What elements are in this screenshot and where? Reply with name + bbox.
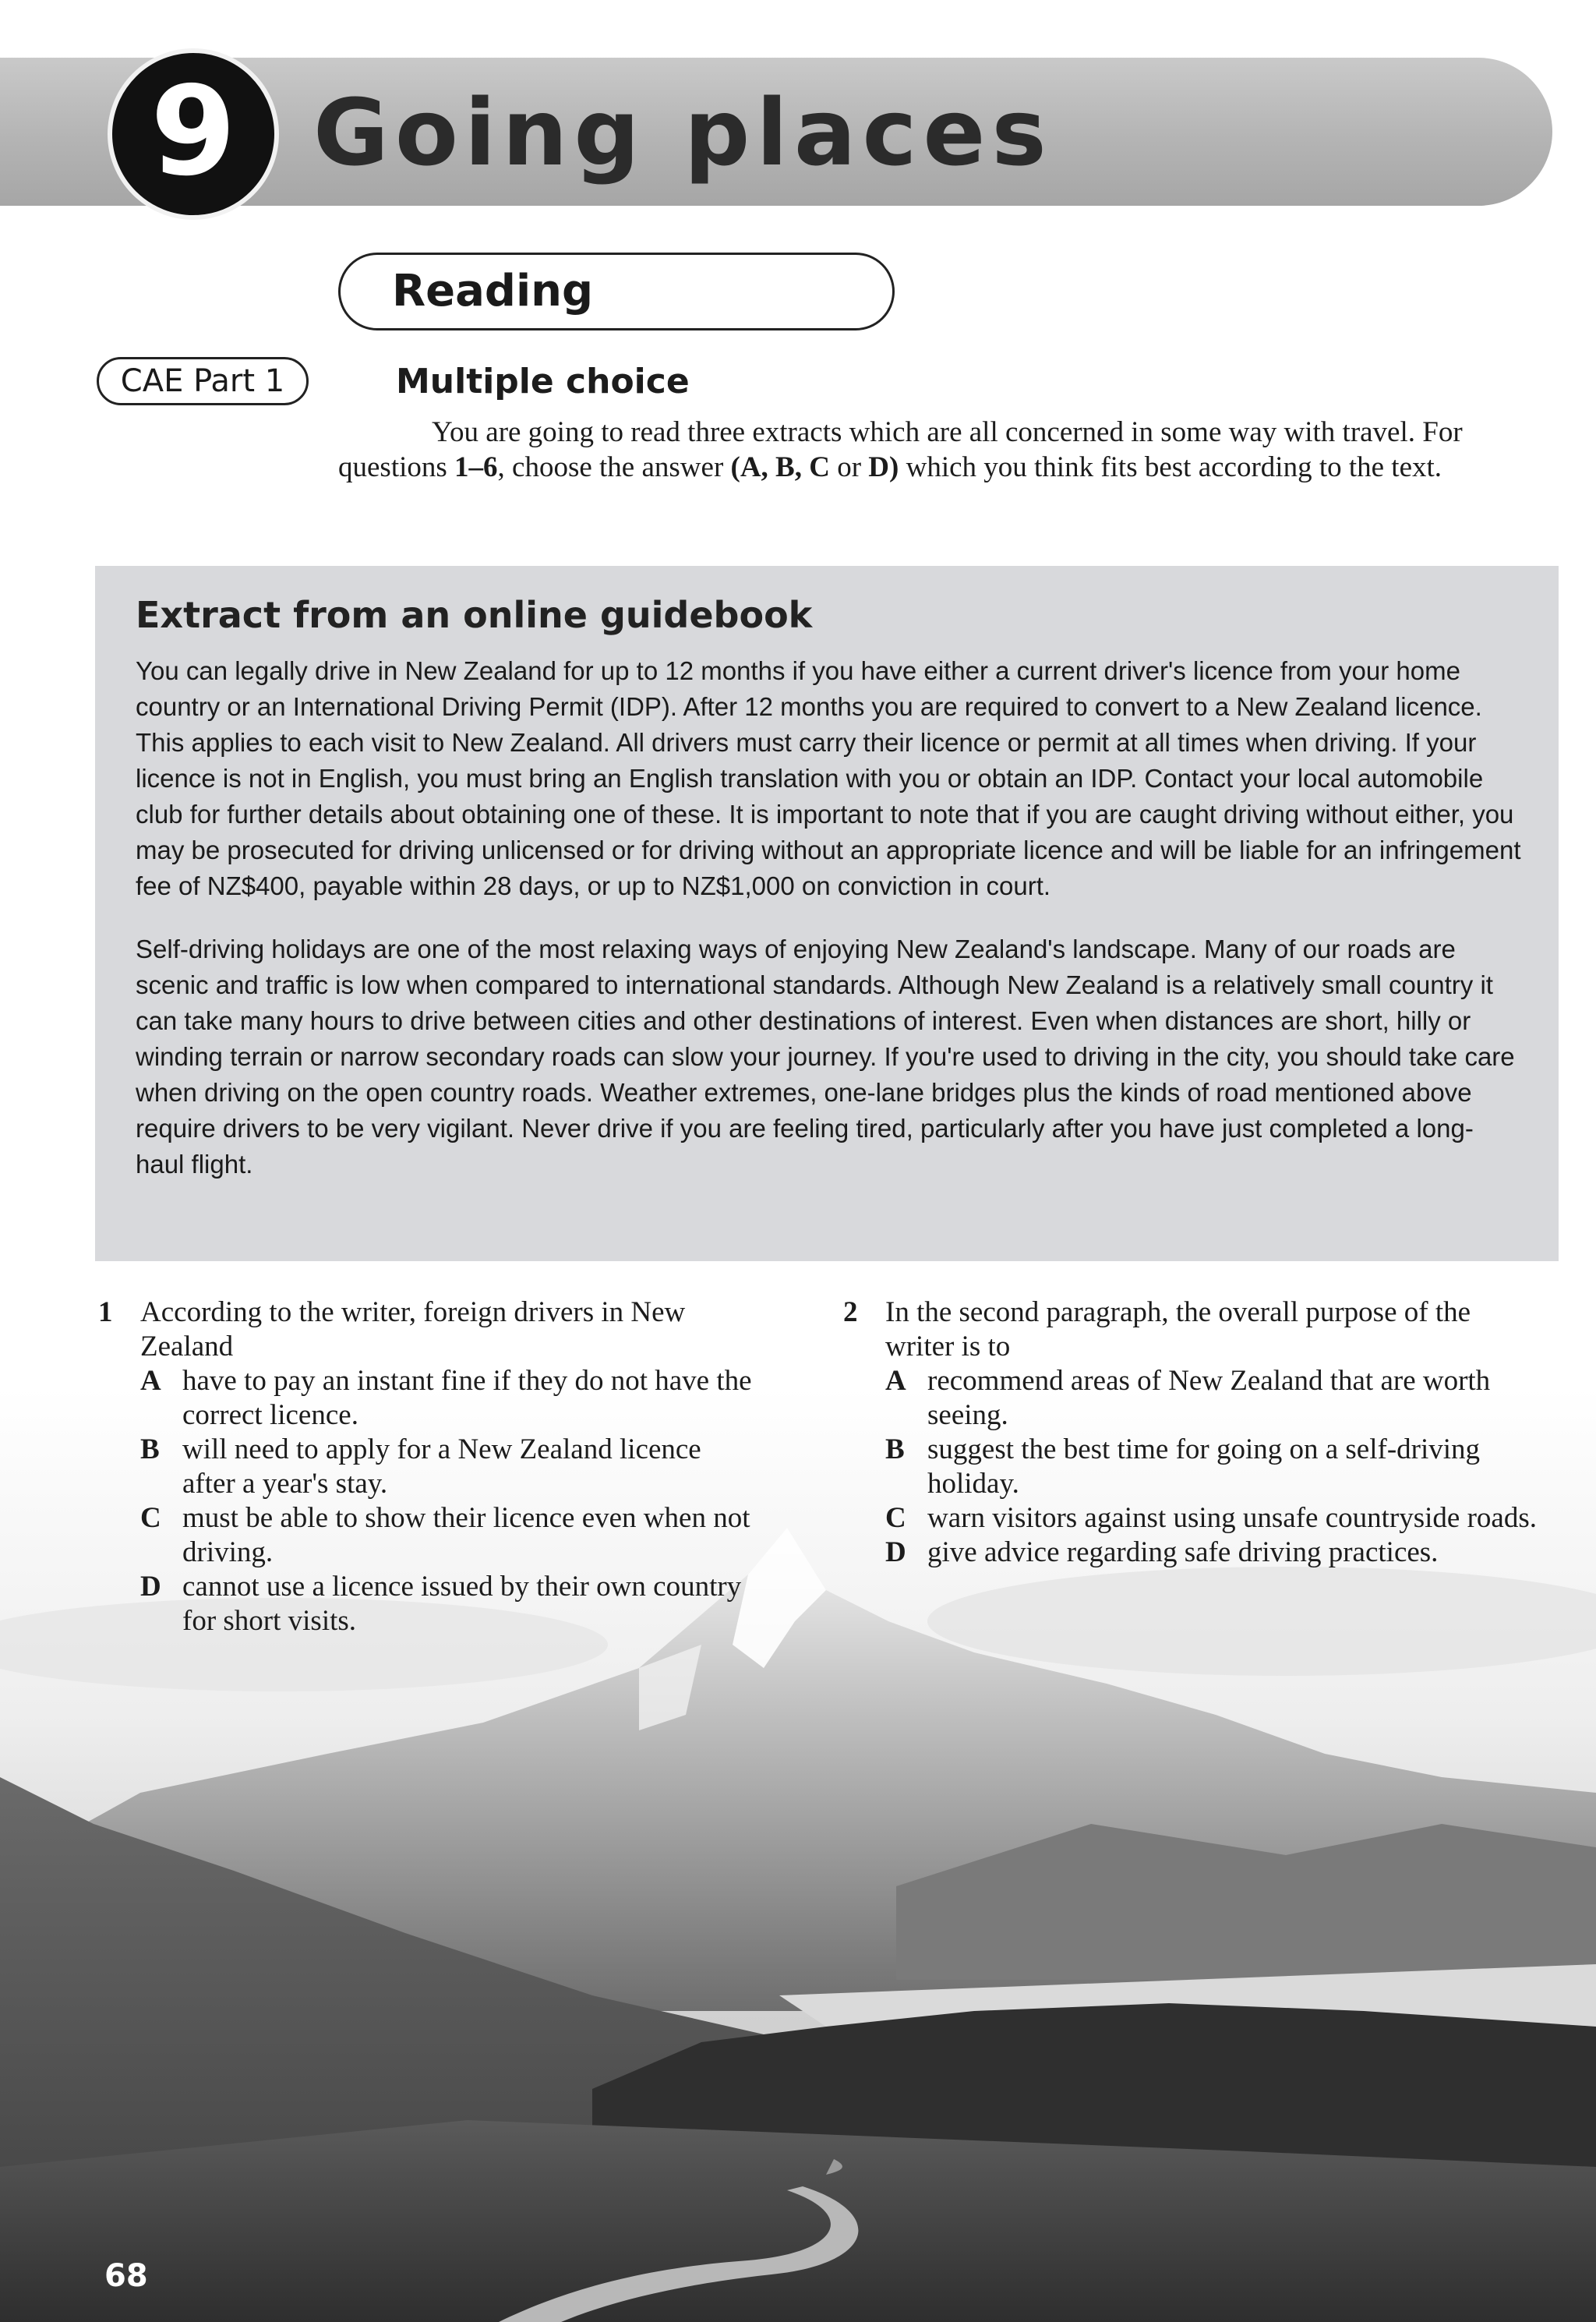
- task-heading: Multiple choice: [396, 362, 690, 401]
- unit-title: Going places: [313, 79, 1053, 186]
- option-letter: A: [140, 1365, 161, 1397]
- answer-option-c: [98, 1501, 761, 1570]
- unit-number: 9: [150, 60, 236, 203]
- answer-option-b: [843, 1433, 1545, 1501]
- question-1: [98, 1295, 761, 1638]
- question-stem: In the second paragraph, the overall purpose of the writer is to: [885, 1296, 1471, 1362]
- option-text: must be able to show their licence even when not driving.: [182, 1502, 750, 1568]
- task-instructions: [338, 415, 1484, 485]
- question-number: 1: [98, 1296, 113, 1328]
- option-letter: B: [885, 1433, 905, 1465]
- exam-part-label: CAE Part 1: [97, 357, 309, 405]
- instructions-text-4: which you think fits best according to the text.: [899, 451, 1442, 483]
- option-text: recommend areas of New Zealand that are worth seeing.: [927, 1365, 1491, 1431]
- option-text: cannot use a licence issued by their own country for short visits.: [182, 1571, 742, 1637]
- answer-option-a: [843, 1364, 1545, 1433]
- extract-paragraph-1: You can legally drive in New Zealand for up to 12 months if you have either a current driver's licence from your home country or an International Driving Permit (IDP). After 12 months you are required to convert to a New Zealand licence. This applies to each visit to New Zealand. All drivers must carry their licence or permit at all times when driving. If your licence is not in English, you must bring an English translation with you or obtain an IDP. Contact your local automobile club for further details about obtaining one of these. It is important to note that if you are caught driving without either, you may be prosecuted for driving unlicensed or for driving without an appropriate licence and will be liable for an infringement fee of NZ$400, payable within 28 days, or up to NZ$1,000 on conviction in court.: [136, 656, 1521, 900]
- instructions-text-3: or: [829, 451, 869, 483]
- option-letter: C: [885, 1502, 906, 1534]
- question-2: [843, 1295, 1545, 1570]
- extract-paragraph-2: Self-driving holidays are one of the most relaxing ways of enjoying New Zealand's landscape. Many of our roads are scenic and traffic is low when compared to international standards. Although New Zealand is a relatively small country it can take many hours to drive between cities and other destinations of interest. Even when distances are short, hilly or winding terrain or narrow secondary roads can slow your journey. If you're used to driving in the city, you should take care when driving on the open country roads. Weather extremes, one-lane bridges plus the kinds of road mentioned above require drivers to be very vigilant. Never drive if you are feeling tired, particularly after you have just completed a long-haul flight.: [136, 935, 1515, 1179]
- answer-option-a: [98, 1364, 761, 1433]
- instructions-text-2: , choose the answer: [497, 451, 731, 483]
- option-text: suggest the best time for going on a self-driving holiday.: [927, 1433, 1481, 1500]
- option-text: will need to apply for a New Zealand licence after a year's stay.: [182, 1433, 701, 1500]
- instructions-text-1: You are going to read three extracts which are all concerned in some way with travel. For questions: [338, 416, 1463, 483]
- answer-option-c: [843, 1501, 1545, 1536]
- section-label-reading: Reading: [338, 253, 895, 330]
- question-range: 1–6: [454, 451, 498, 483]
- answer-option-d: [843, 1536, 1545, 1570]
- answer-option-b: [98, 1433, 761, 1501]
- option-text: warn visitors against using unsafe countryside roads.: [927, 1502, 1537, 1534]
- option-letter: B: [140, 1433, 160, 1465]
- option-text: have to pay an instant fine if they do not have the correct licence.: [182, 1365, 752, 1431]
- option-letter: A: [885, 1365, 906, 1397]
- answer-option-d: [98, 1570, 761, 1638]
- options-hint: (A, B, C: [730, 451, 830, 483]
- extract-box: [95, 566, 1559, 1261]
- last-option-hint: D): [868, 451, 899, 483]
- question-stem: According to the writer, foreign drivers in New Zealand: [140, 1296, 686, 1362]
- option-letter: C: [140, 1502, 161, 1534]
- extract-title: Extract from an online guidebook: [136, 594, 813, 636]
- unit-number-badge: [108, 48, 279, 220]
- option-text: give advice regarding safe driving practices.: [927, 1536, 1439, 1568]
- question-number: 2: [843, 1296, 858, 1328]
- page-number: 68: [104, 2258, 148, 2294]
- option-letter: D: [140, 1571, 161, 1603]
- option-letter: D: [885, 1536, 906, 1568]
